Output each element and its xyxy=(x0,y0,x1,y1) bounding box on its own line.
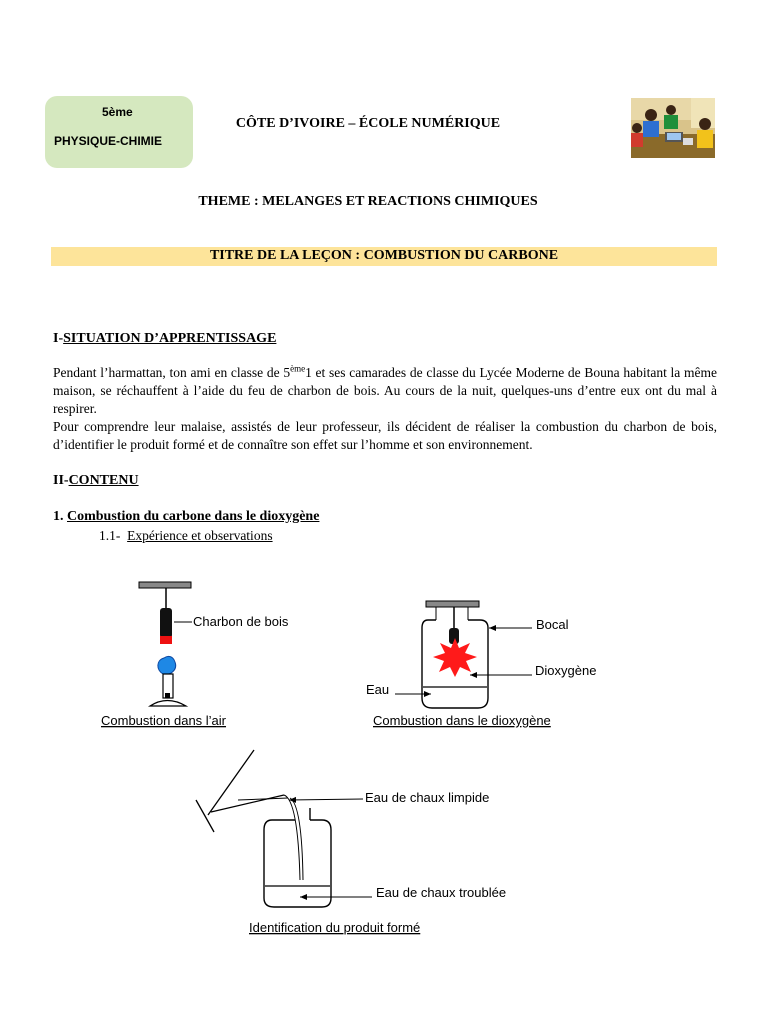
ember xyxy=(160,636,172,644)
subsection-1-1-heading xyxy=(99,528,273,544)
level-badge xyxy=(45,96,193,168)
figure-combustion-air xyxy=(101,582,289,728)
charcoal-piece xyxy=(160,608,172,638)
lesson-title: TITRE DE LA LEÇON : COMBUSTION DU CARBONE xyxy=(209,248,559,263)
section-2-heading xyxy=(53,473,139,489)
label-dioxygene: Dioxygène xyxy=(535,663,597,678)
section-2-title: CONTENU xyxy=(68,473,139,488)
p1-end: 1 et ses camarades de classe du Lycée Moderne de Bouna habitant la même maison, se réchauffent à l’aide du feu de charbon de bois. Au cours de la nuit, quelques-uns d’entre eux ont du mal à respirer. xyxy=(53,365,717,416)
section-1-heading xyxy=(53,331,276,347)
figure-combustion-oxygen xyxy=(366,601,596,728)
section-1-title: SITUATION D’APPRENTISSAGE xyxy=(63,331,277,346)
section-2-num: II- xyxy=(53,473,69,488)
label-eau: Eau xyxy=(366,682,390,697)
p1-sup: ème xyxy=(290,363,306,374)
subsection-1-num: 1. xyxy=(53,509,67,524)
subsection-1-heading xyxy=(53,509,319,525)
label-limpide: Eau de chaux limpide xyxy=(365,790,490,805)
caption-oxygen: Combustion dans le dioxygène xyxy=(373,713,551,728)
support-bar xyxy=(139,582,191,588)
label-troublee: Eau de chaux troublée xyxy=(376,885,507,900)
oxygen-flame xyxy=(433,638,477,677)
section-1-num: I- xyxy=(53,331,64,346)
students-photo xyxy=(631,98,715,158)
badge-subject: PHYSIQUE-CHIMIE xyxy=(54,134,163,148)
theme-title: THEME : MELANGES ET REACTIONS CHIMIQUES xyxy=(198,194,538,209)
p1-start: Pendant l’harmattan, ton ami en classe de 5 xyxy=(53,365,291,380)
header-title: CÔTE D’IVOIRE – ÉCOLE NUMÉRIQUE xyxy=(235,116,501,131)
paragraph-2: Pour comprendre leur malaise, assistés de leur professeur, ils décident de réaliser la combustion du charbon de bois, d’identifier le produit formé et de connaître son effet sur l’homme et son environnement. xyxy=(53,419,717,452)
subsection-1-1-num: 1.1- xyxy=(99,528,128,543)
paragraph-1 xyxy=(53,364,717,418)
situation-text xyxy=(53,364,717,454)
bunsen-flame xyxy=(158,656,176,674)
jar-lid xyxy=(426,601,479,607)
subsection-1-1-title: Expérience et observations xyxy=(127,528,273,543)
test-jar xyxy=(264,808,331,907)
badge-level: 5ème xyxy=(102,105,133,119)
caption-air: Combustion dans l’air xyxy=(101,713,227,728)
subsection-1-title: Combustion du carbone dans le dioxygène xyxy=(67,509,320,524)
pouring-jar xyxy=(208,750,254,815)
label-charbon: Charbon de bois xyxy=(193,614,289,629)
experiment-figures xyxy=(0,560,768,960)
label-bocal: Bocal xyxy=(536,617,569,632)
figure-identification xyxy=(196,750,506,935)
burner-base xyxy=(150,701,186,707)
caption-identification: Identification du produit formé xyxy=(249,920,421,935)
